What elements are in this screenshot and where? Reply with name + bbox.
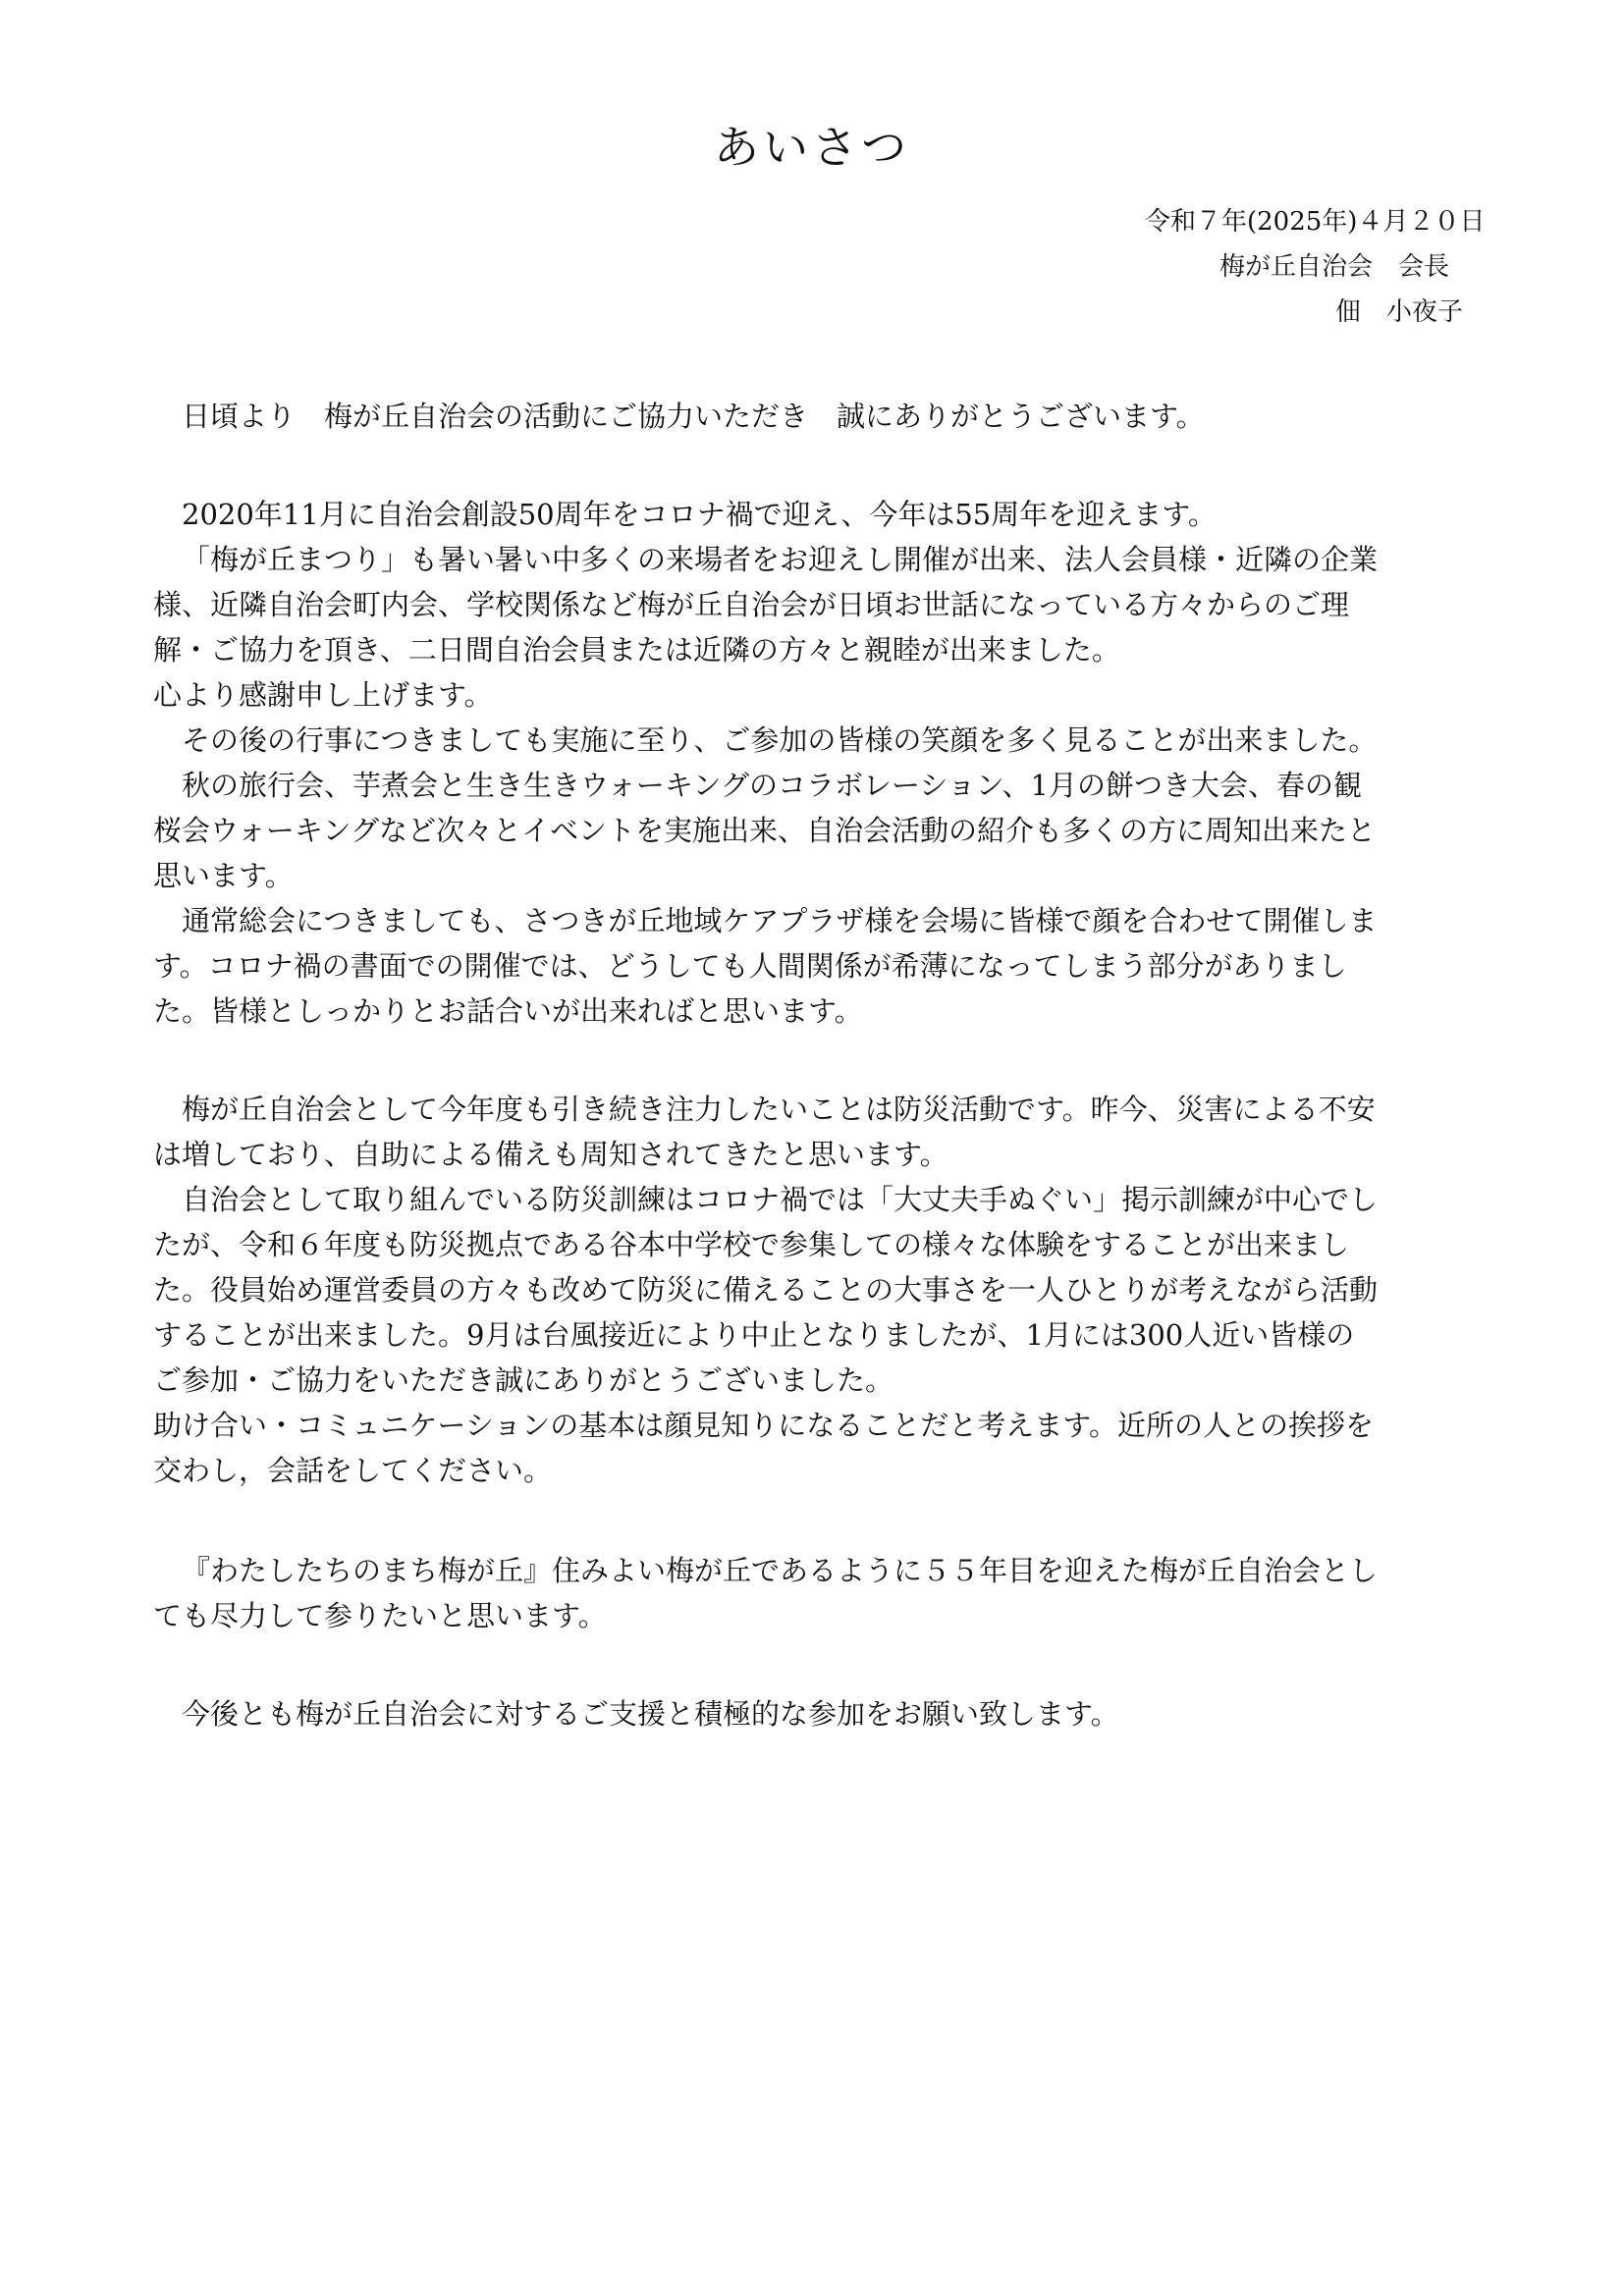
body-line: 通常総会につきましても、さつきが丘地域ケアプラザ様を会場に皆様で顔を合わせて開催しま bbox=[182, 904, 1378, 937]
body-line: 解・ご協力を頂き、二日間自治会員または近隣の方々と親睦が出来ました。 bbox=[153, 633, 1120, 667]
body-line: 助け合い・コミュニケーションの基本は顔見知りになることだと考えます。近所の人との挨拶を bbox=[153, 1409, 1374, 1442]
body-line: 心より感謝申し上げます。 bbox=[153, 678, 493, 712]
signature-organization: 梅が丘自治会 会長 bbox=[1219, 252, 1450, 282]
body-line: は増しており、自助による備えも周知されてきたと思います。 bbox=[153, 1138, 948, 1171]
body-line: 様、近隣自治会町内会、学校関係など梅が丘自治会が日頃お世話になっている方々からのご理 bbox=[153, 588, 1350, 621]
page-title: あいさつ bbox=[714, 121, 910, 174]
body-line: 交わし，会話をしてください。 bbox=[153, 1454, 553, 1487]
body-line: 2020年11月に自治会創設50周年をコロナ禍で迎え、今年は55周年を迎えます。 bbox=[182, 498, 1217, 531]
body-line: た。皆様としっかりとお話合いが出来ればと思います。 bbox=[153, 994, 863, 1028]
body-line: 思います。 bbox=[153, 859, 294, 892]
body-line: 桜会ウォーキングなど次々とイベントを実施出来、自治会活動の紹介も多くの方に周知出来たと bbox=[153, 814, 1376, 847]
body-line: することが出来ました。9月は台風接近により中止となりましたが、1月には300人近い皆様の bbox=[153, 1318, 1355, 1352]
body-line: 日頃より 梅が丘自治会の活動にご協力いただき 誠にありがとうございます。 bbox=[182, 400, 1205, 433]
body-line: た。役員始め運営委員の方々も改めて防災に備えることの大事さを一人ひとりが考えながら活動 bbox=[153, 1273, 1379, 1307]
signature-name: 佃 小夜子 bbox=[1335, 297, 1464, 327]
body-line: ご参加・ご協力をいただき誠にありがとうございました。 bbox=[153, 1363, 894, 1397]
body-line: 「梅が丘まつり」も暑い暑い中多くの来場者をお迎えし開催が出来、法人会員様・近隣の企業 bbox=[182, 543, 1379, 576]
body-line: 『わたしたちのまち梅が丘』住みよい梅が丘であるように５５年目を迎えた梅が丘自治会とし bbox=[182, 1554, 1379, 1587]
body-line: ても尽力して参りたいと思います。 bbox=[153, 1599, 607, 1632]
signature-date: 令和７年(2025年)４月２０日 bbox=[1145, 207, 1486, 237]
body-line: 秋の旅行会、芋煮会と生き生きウォーキングのコラボレーション、1月の餅つき大会、春の観 bbox=[182, 769, 1362, 802]
body-line: 今後とも梅が丘自治会に対するご支援と積極的な参加をお願い致します。 bbox=[182, 1697, 1119, 1731]
body-line: たが、令和６年度も防災拠点である谷本中学校で参集しての様々な体験をすることが出来まし bbox=[153, 1228, 1350, 1261]
body-line: 自治会として取り組んでいる防災訓練はコロナ禍では「大丈夫手ぬぐい」掲示訓練が中心でし bbox=[182, 1183, 1379, 1216]
body-line: その後の行事につきましても実施に至り、ご参加の皆様の笑顔を多く見ることが出来ました。 bbox=[182, 723, 1378, 757]
body-line: 梅が丘自治会として今年度も引き続き注力したいことは防災活動です。昨今、災害による不安 bbox=[182, 1093, 1376, 1126]
body-line: す。コロナ禍の書面での開催では、どうしても人間関係が希薄になってしまう部分がありまし bbox=[153, 949, 1347, 983]
